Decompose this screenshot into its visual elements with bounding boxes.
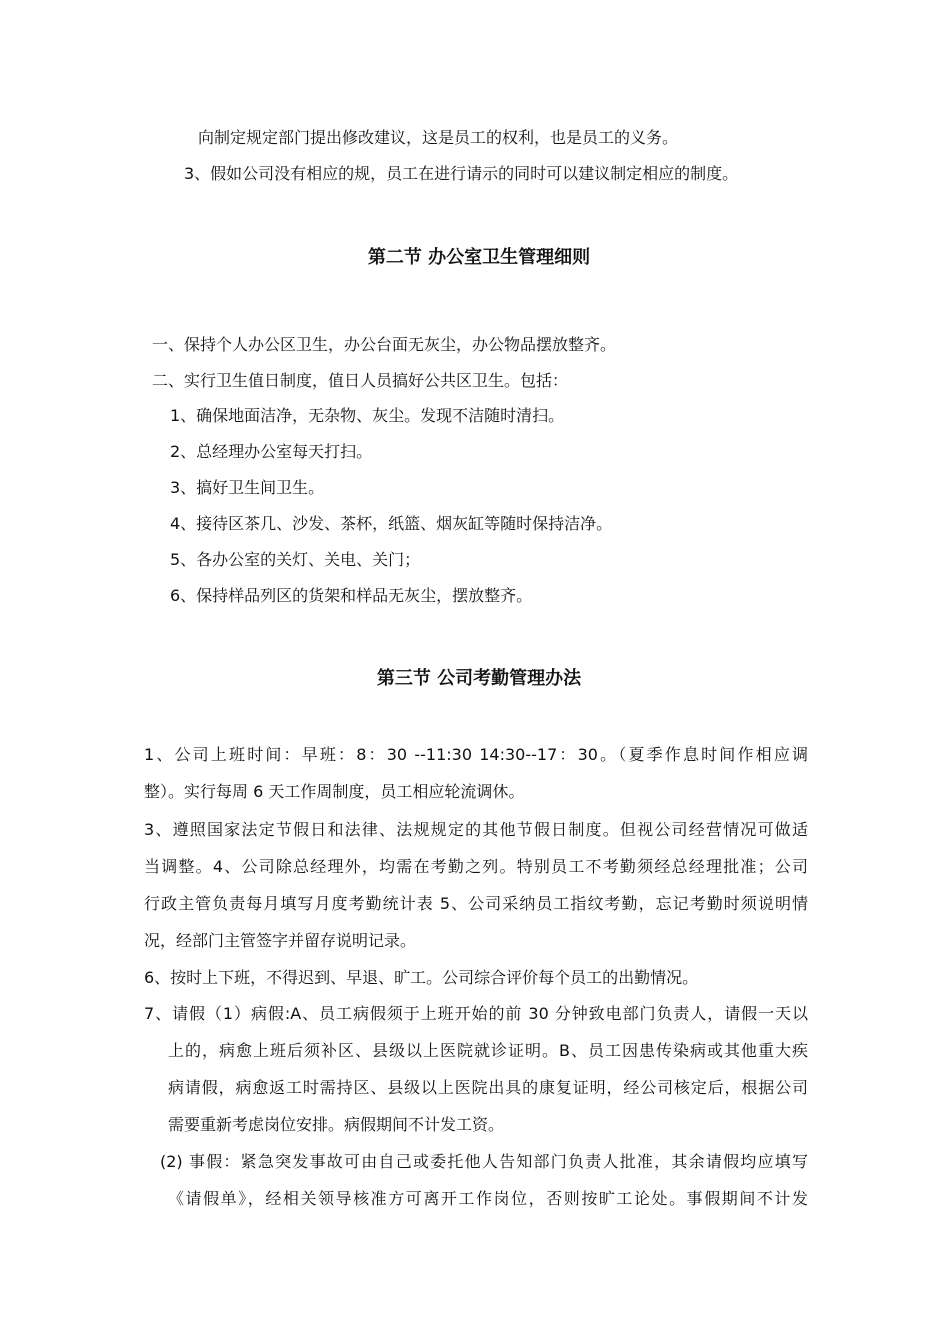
sub-list-item: 4、接待区茶几、沙发、茶杯，纸篮、烟灰缸等随时保持洁净。: [170, 514, 613, 533]
paragraph-line: 3、遵照国家法定节假日和法律、法规规定的其他节假日制度。但视公司经营情况可做适: [144, 820, 808, 839]
paragraph-line: 《请假单》，经相关领导核准方可离开工作岗位，否则按旷工论处。事假期间不计发: [168, 1189, 808, 1208]
paragraph-line: 病请假，病愈返工时需持区、县级以上医院出具的康复证明，经公司核定后，根据公司: [168, 1078, 808, 1097]
paragraph-line: 况，经部门主管签字并留存说明记录。: [144, 931, 417, 950]
paragraph-line: 向制定规定部门提出修改建议，这是员工的权利，也是员工的义务。: [198, 128, 679, 147]
sub-list-item: 6、保持样品列区的货架和样品无灰尘，摆放整齐。: [170, 586, 533, 605]
paragraph-line: 行政主管负责每月填写月度考勤统计表 5、公司采纳员工指纹考勤，忘记考勤时须说明情: [144, 894, 808, 913]
sub-list-item: 5、各办公室的关灯、关电、关门；: [170, 550, 421, 569]
section-heading-2: 第二节 办公室卫生管理细则: [367, 247, 591, 268]
paragraph-line: 当调整。4、公司除总经理外，均需在考勤之列。特别员工不考勤须经总经理批准；公司: [144, 857, 808, 876]
list-item: 一、保持个人办公区卫生，办公台面无灰尘，办公物品摆放整齐。: [152, 335, 617, 354]
paragraph-line: 7、请假（1）病假:A、员工病假须于上班开始的前 30 分钟致电部门负责人，请假一天以: [144, 1004, 808, 1023]
sub-list-item: 2、总经理办公室每天打扫。: [170, 442, 373, 461]
paragraph-line: 整）。实行每周 6 天工作周制度，员工相应轮流调休。: [144, 782, 525, 801]
paragraph-line: 上的，病愈上班后须补区、县级以上医院就诊证明。B、员工因患传染病或其他重大疾: [168, 1041, 808, 1060]
sub-list-item: 1、确保地面洁净，无杂物、灰尘。发现不洁随时清扫。: [170, 406, 565, 425]
sub-list-item: 3、搞好卫生间卫生。: [170, 478, 325, 497]
paragraph-line: 3、假如公司没有相应的规，员工在进行请示的同时可以建议制定相应的制度。: [184, 164, 739, 183]
paragraph-line: 1、公司上班时间：早班：8：30 --11:30 14:30--17：30。（夏季作息时间作相应调: [144, 745, 808, 764]
list-item: 二、实行卫生值日制度，值日人员搞好公共区卫生。包括：: [152, 371, 569, 390]
paragraph-line: 需要重新考虑岗位安排。病假期间不计发工资。: [168, 1115, 505, 1134]
paragraph-line: (2) 事假：紧急突发事故可由自己或委托他人告知部门负责人批准，其余请假均应填写: [160, 1152, 808, 1171]
paragraph-line: 6、按时上下班，不得迟到、早退、旷工。公司综合评价每个员工的出勤情况。: [144, 968, 699, 987]
section-heading-3: 第三节 公司考勤管理办法: [376, 668, 582, 689]
